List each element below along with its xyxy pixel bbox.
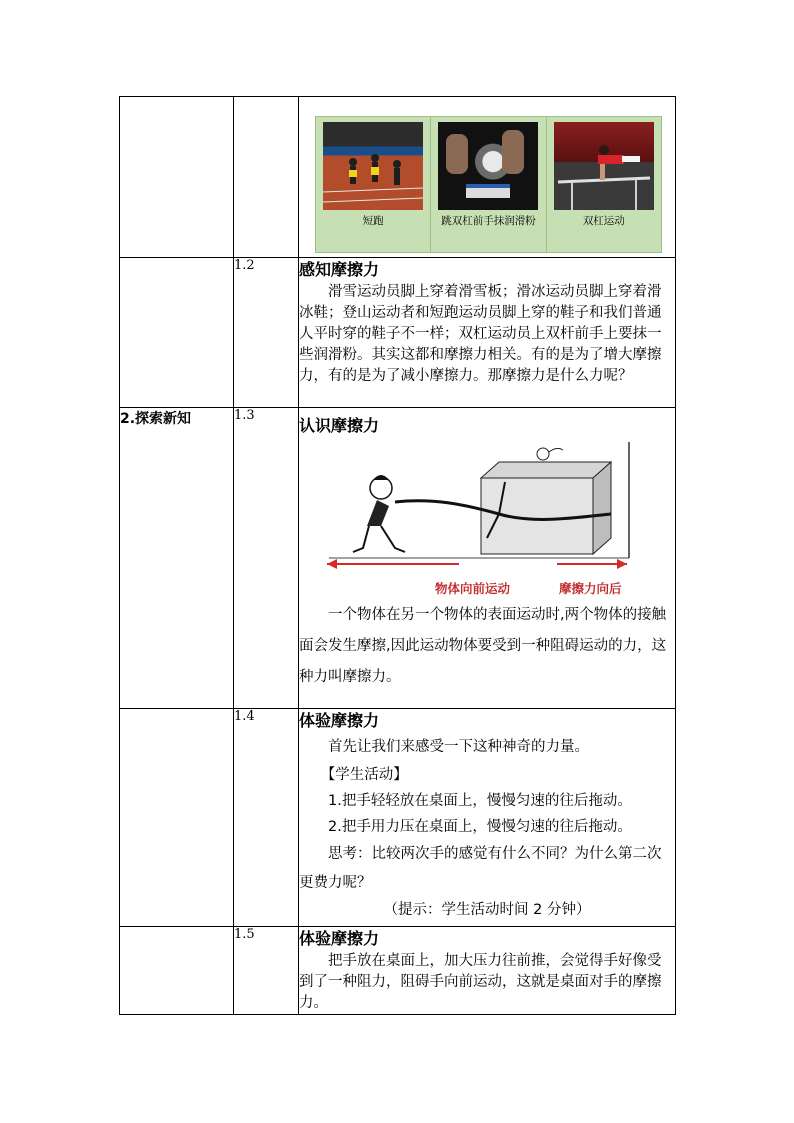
- activity-title: 【学生活动】: [320, 767, 408, 783]
- section-body: 把手放在桌面上，加大压力往前推，会觉得手好像受到了一种阻力，阻碍手向前运动，这就是桌面对手的摩擦力。: [299, 953, 662, 1011]
- step-number: 1.3: [234, 408, 299, 709]
- stage-cell: [120, 927, 234, 1015]
- section-heading: 感知摩擦力: [299, 260, 380, 279]
- chalk-hands-photo-icon: [438, 122, 538, 210]
- section-heading: 体验摩擦力: [299, 711, 380, 730]
- stage-cell: [120, 258, 234, 408]
- step-number: 1.5: [234, 927, 299, 1015]
- picture-card: [431, 117, 546, 252]
- friction-label: 摩擦力向后: [559, 581, 622, 596]
- section-body: 一个物体在另一个物体的表面运动时,两个物体的接触面会发生摩擦,因此运动物体要受到一种阻碍运动的力，这种力叫摩擦力。: [299, 607, 667, 685]
- friction-figure: [299, 440, 675, 600]
- stage-cell: [120, 97, 234, 258]
- step-number: [234, 97, 299, 258]
- sprint-photo-icon: [323, 122, 423, 210]
- picture-caption: 短跑: [362, 215, 384, 227]
- activity-step: 1.把手轻轻放在桌面上，慢慢匀速的往后拖动。: [328, 793, 632, 809]
- table-row: [120, 927, 676, 1015]
- table-row: [120, 408, 676, 709]
- content-cell: [299, 927, 676, 1015]
- lesson-plan-table: [119, 96, 676, 1015]
- picture-strip: [315, 116, 662, 253]
- motion-label: 物体向前运动: [435, 581, 511, 596]
- picture-caption: 跳双杠前手抹润滑粉: [441, 215, 536, 227]
- content-cell: [299, 97, 676, 258]
- activity-intro: 首先让我们来感受一下这种神奇的力量。: [328, 739, 589, 755]
- step-number: 1.2: [234, 258, 299, 408]
- content-cell: [299, 709, 676, 927]
- section-heading: 体验摩擦力: [299, 929, 380, 948]
- content-cell: [299, 258, 676, 408]
- parallel-bars-photo-icon: [554, 122, 654, 210]
- picture-card: [316, 117, 431, 252]
- stage-cell: [120, 709, 234, 927]
- activity-step: 2.把手用力压在桌面上，慢慢匀速的往后拖动。: [328, 819, 632, 835]
- stage-label: 2.探索新知: [120, 408, 234, 709]
- activity-hint: （提示：学生活动时间 2 分钟）: [383, 902, 591, 918]
- section-heading: 认识摩擦力: [299, 416, 380, 435]
- content-cell: [299, 408, 676, 709]
- activity-question: 思考：比较两次手的感觉有什么不同？为什么第二次更费力呢？: [299, 846, 662, 891]
- picture-card: [547, 117, 661, 252]
- friction-illustration-icon: [323, 440, 643, 575]
- table-row: [120, 258, 676, 408]
- table-row: [120, 709, 676, 927]
- step-number: 1.4: [234, 709, 299, 927]
- table-row: [120, 97, 676, 258]
- section-body: 滑雪运动员脚上穿着滑雪板；滑冰运动员脚上穿着滑冰鞋；登山运动者和短跑运动员脚上穿的鞋子和我们普通人平时穿的鞋子不一样；双杠运动员上双杆前手上要抹一些润滑粉。其实这都和摩擦力相关。有的是为了增大摩擦力，有的是为了减小摩擦力。那摩擦力是什么力呢？: [299, 284, 662, 384]
- picture-caption: 双杠运动: [582, 215, 625, 227]
